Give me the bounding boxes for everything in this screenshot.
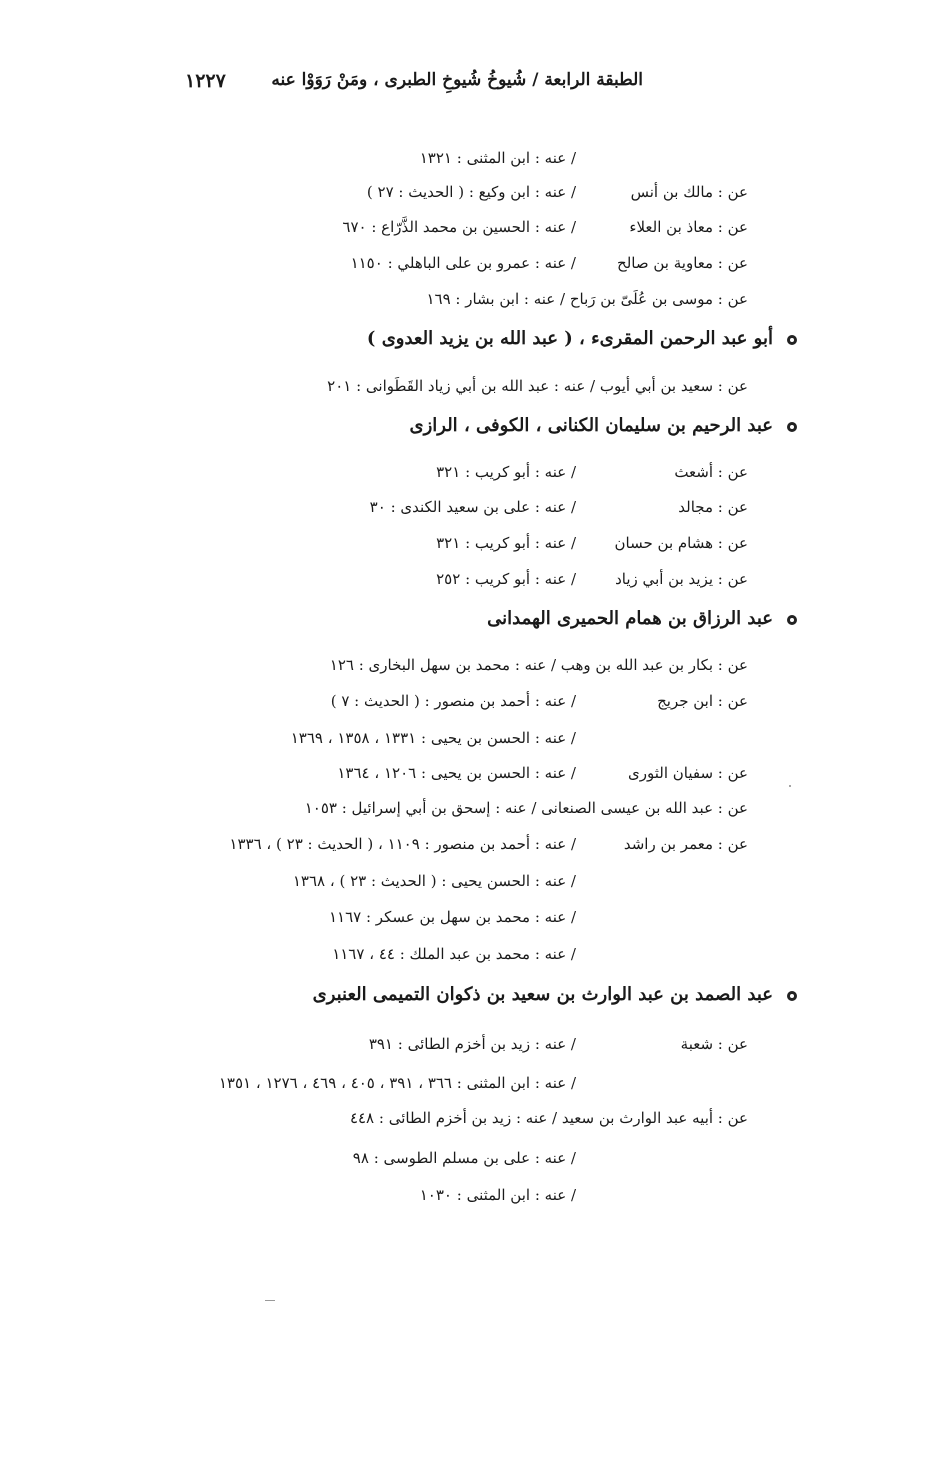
narrator-line: / عنه : أبو كريب : ٢٥٢ bbox=[436, 570, 576, 588]
source-line: عن : ابن جريج bbox=[657, 692, 748, 710]
narrator-line: / عنه : محمد بن عبد الملك : ٤٤ ، ١١٦٧ bbox=[332, 945, 576, 963]
narrator-line: / عنه : على بن سعيد الكندى : ٣٠ bbox=[369, 498, 576, 516]
full-line: عن : عبد الله بن عيسى الصنعانى / عنه : إسحق بن أبي إسرائيل : ١٠٥٣ bbox=[304, 799, 748, 817]
source-line: عن : شعبة bbox=[680, 1035, 748, 1053]
narrator-line: / عنه : الحسن بن يحيى : ١٣٣١ ، ١٣٥٨ ، ١٣٦٩ bbox=[290, 729, 576, 747]
section-heading: عبد الصمد بن عبد الوارث بن سعيد بن ذكوان التميمى العنبرى bbox=[312, 984, 773, 1005]
narrator-line: / عنه : الحسن يحيى : ( الحديث : ٢٣ ) ، ١٣٦٨ bbox=[292, 872, 576, 890]
narrator-line: / عنه : على بن مسلم الطوسى : ٩٨ bbox=[352, 1149, 576, 1167]
bullet-icon bbox=[787, 335, 797, 345]
source-line: عن : يزيد بن أبي زياد bbox=[615, 570, 748, 588]
section-heading: أبو عبد الرحمن المقرىء ، ( عبد الله بن يزيد العدوى ) bbox=[366, 328, 773, 349]
full-line: عن : بكار بن عبد الله بن وهب / عنه : محمد بن سهل البخارى : ١٢٦ bbox=[329, 656, 748, 674]
narrator-line: / عنه : الحسن بن يحيى : ١٢٠٦ ، ١٣٦٤ bbox=[337, 764, 576, 782]
full-line: عن : موسى بن عُلَىّ بن رَباح / عنه : ابن بشار : ١٦٩ bbox=[426, 290, 748, 308]
full-line: عن : أبيه عبد الوارث بن سعيد / عنه : زيد بن أخزم الطائى : ٤٤٨ bbox=[349, 1109, 748, 1127]
source-line: عن : معاوية بن صالح bbox=[617, 254, 748, 272]
bullet-icon bbox=[787, 991, 797, 1001]
running-header: الطبقة الرابعة / شُيوخُ شُيوخِ الطبرى ، ومَنْ رَوَوْا عنه bbox=[271, 70, 643, 90]
bullet-icon bbox=[787, 615, 797, 625]
full-line: عن : سعيد بن أبي أيوب / عنه : عبد الله بن أبي زياد القَطَوانى : ٢٠١ bbox=[327, 377, 748, 395]
scan-mark bbox=[265, 1300, 275, 1301]
page-number: ١٢٢٧ bbox=[185, 70, 226, 92]
scan-speck bbox=[789, 785, 791, 787]
source-line: عن : سفيان الثورى bbox=[628, 764, 748, 782]
source-line: عن : مالك بن أنس bbox=[630, 183, 748, 201]
source-line: عن : معاذ بن العلاء bbox=[629, 218, 748, 236]
narrator-line: / عنه : ابن المثنى : ٣٦٦ ، ٣٩١ ، ٤٠٥ ، ٤٦٩ ، ١٢٧٦ ، ١٣٥١ bbox=[218, 1074, 576, 1092]
narrator-line: / عنه : أبو كريب : ٣٢١ bbox=[436, 463, 576, 481]
narrator-line: / عنه : زيد بن أخزم الطائى : ٣٩١ bbox=[368, 1035, 576, 1053]
narrator-line: / عنه : أبو كريب : ٣٢١ bbox=[436, 534, 576, 552]
narrator-line: / عنه : محمد بن سهل بن عسكر : ١١٦٧ bbox=[328, 908, 576, 926]
narrator-line: / عنه : أحمد بن منصور : ١١٠٩ ، ( الحديث : ٢٣ ) ، ١٣٣٦ bbox=[229, 835, 576, 853]
source-line: عن : معمر بن راشد bbox=[623, 835, 748, 853]
source-line: عن : مجالد bbox=[678, 498, 748, 516]
source-line: عن : هشام بن حسان bbox=[614, 534, 748, 552]
narrator-line: / عنه : ابن المثنى : ١٠٣٠ bbox=[419, 1186, 576, 1204]
section-heading: عبد الرحيم بن سليمان الكنانى ، الكوفى ، الرازى bbox=[409, 415, 773, 436]
narrator-line: / عنه : الحسين بن محمد الذَّرّاع : ٦٧٠ bbox=[342, 218, 576, 236]
narrator-line: / عنه : عمرو بن على الباهلي : ١١٥٠ bbox=[350, 254, 576, 272]
section-heading: عبد الرزاق بن همام الحميرى الهمدانى bbox=[487, 608, 773, 629]
bullet-icon bbox=[787, 422, 797, 432]
narrator-line: / عنه : ابن المثنى : ١٣٢١ bbox=[419, 149, 576, 167]
narrator-line: / عنه : ابن وكيع : ( الحديث : ٢٧ ) bbox=[366, 183, 576, 201]
source-line: عن : أشعث bbox=[674, 463, 748, 481]
narrator-line: / عنه : أحمد بن منصور : ( الحديث : ٧ ) bbox=[330, 692, 576, 710]
